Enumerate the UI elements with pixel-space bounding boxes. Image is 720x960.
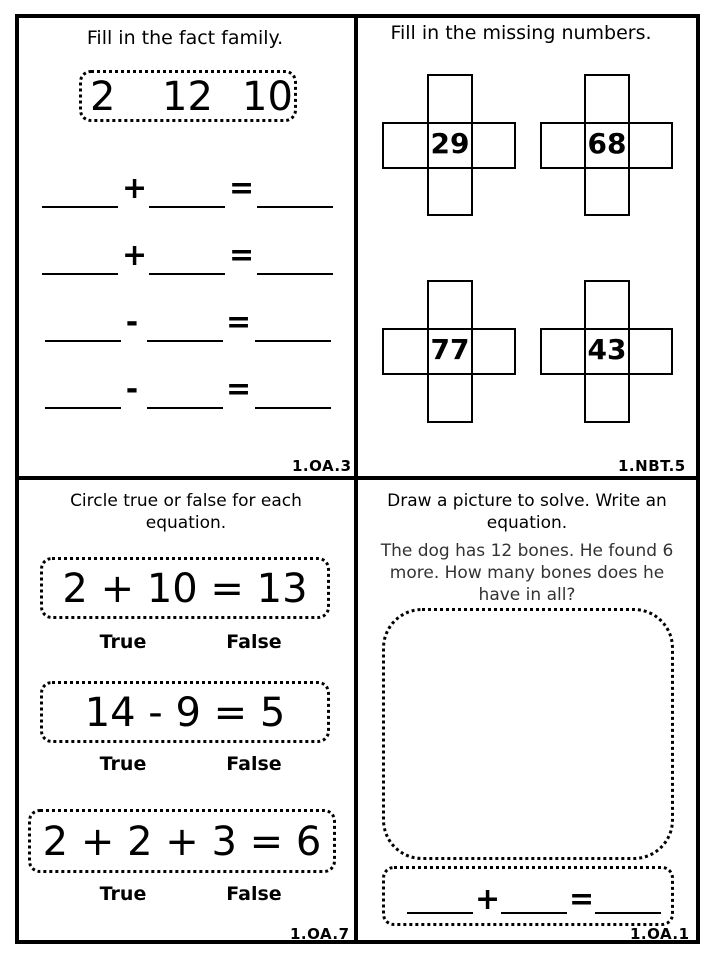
- answer-blank[interactable]: [257, 273, 333, 275]
- answer-blank[interactable]: [149, 273, 225, 275]
- equation-text: 2 + 2 + 3 = 6: [42, 819, 322, 865]
- answer-blank[interactable]: [257, 206, 333, 208]
- cross-cell-right[interactable]: [475, 124, 514, 167]
- operator: -: [125, 372, 139, 407]
- answer-blank[interactable]: [595, 912, 661, 914]
- cross-cell-top[interactable]: [586, 76, 628, 120]
- equals-sign: =: [229, 238, 255, 273]
- horizontal-divider: [15, 476, 700, 480]
- cross-cell-left[interactable]: [542, 124, 582, 167]
- drawing-area[interactable]: [382, 608, 674, 860]
- cross-cell-bottom[interactable]: [586, 377, 628, 421]
- word-problem-text: The dog has 12 bones. He found 6 more. How many bones does he have in all?: [380, 541, 674, 605]
- missing-numbers-title: Fill in the missing numbers.: [390, 22, 652, 44]
- cross-center-number: 77: [430, 333, 470, 366]
- answer-blank[interactable]: [42, 206, 118, 208]
- cross-cell-left[interactable]: [384, 330, 425, 373]
- fact-number-3: 10: [242, 74, 293, 120]
- standard-code: 1.NBT.5: [618, 457, 686, 475]
- equation-text: 14 - 9 = 5: [84, 690, 286, 736]
- answer-blank[interactable]: [42, 273, 118, 275]
- cross-cell-right[interactable]: [632, 124, 671, 167]
- answer-blank[interactable]: [407, 912, 473, 914]
- answer-blank[interactable]: [45, 340, 121, 342]
- equation-text: 2 + 10 = 13: [62, 566, 308, 612]
- word-problem-title: Draw a picture to solve. Write an equation.: [387, 491, 667, 533]
- true-option[interactable]: True: [99, 753, 147, 775]
- operator: +: [475, 882, 501, 917]
- cross-cell-bottom[interactable]: [429, 171, 471, 214]
- equation-box: [40, 681, 330, 743]
- operator: +: [122, 238, 148, 273]
- equation-answer-box: [382, 866, 674, 926]
- cross-center-number: 43: [587, 333, 627, 366]
- false-option[interactable]: False: [226, 753, 282, 775]
- equals-sign: =: [226, 372, 252, 407]
- fact-number-1: 2: [90, 74, 116, 120]
- equals-sign: =: [226, 305, 252, 340]
- operator: -: [125, 305, 139, 340]
- cross-cell-left[interactable]: [542, 330, 582, 373]
- fact-family-title: Fill in the fact family.: [86, 27, 284, 49]
- answer-blank[interactable]: [501, 912, 567, 914]
- cross-cell-top[interactable]: [586, 282, 628, 326]
- cross-cell-right[interactable]: [632, 330, 671, 373]
- equals-sign: =: [569, 882, 595, 917]
- answer-blank[interactable]: [255, 407, 331, 409]
- fact-family-number-box: [79, 70, 297, 122]
- true-option[interactable]: True: [99, 883, 147, 905]
- answer-blank[interactable]: [255, 340, 331, 342]
- cross-cell-right[interactable]: [475, 330, 514, 373]
- standard-code: 1.OA.7: [290, 925, 350, 943]
- answer-blank[interactable]: [147, 407, 223, 409]
- equals-sign: =: [229, 171, 255, 206]
- equation-box: [28, 809, 336, 873]
- standard-code: 1.OA.3: [292, 457, 352, 475]
- equation-box: [40, 557, 330, 619]
- cross-cell-top[interactable]: [429, 76, 471, 120]
- answer-blank[interactable]: [45, 407, 121, 409]
- cross-cell-bottom[interactable]: [586, 171, 628, 214]
- false-option[interactable]: False: [226, 631, 282, 653]
- true-option[interactable]: True: [99, 631, 147, 653]
- cross-center-number: 68: [587, 127, 627, 160]
- answer-blank[interactable]: [149, 206, 225, 208]
- cross-cell-left[interactable]: [384, 124, 425, 167]
- true-false-title: Circle true or false for each equation.: [70, 491, 302, 533]
- false-option[interactable]: False: [226, 883, 282, 905]
- cross-center-number: 29: [430, 127, 470, 160]
- cross-cell-bottom[interactable]: [429, 377, 471, 421]
- fact-number-2: 12: [162, 74, 213, 120]
- answer-blank[interactable]: [147, 340, 223, 342]
- operator: +: [122, 171, 148, 206]
- standard-code: 1.OA.1: [630, 925, 690, 943]
- cross-cell-top[interactable]: [429, 282, 471, 326]
